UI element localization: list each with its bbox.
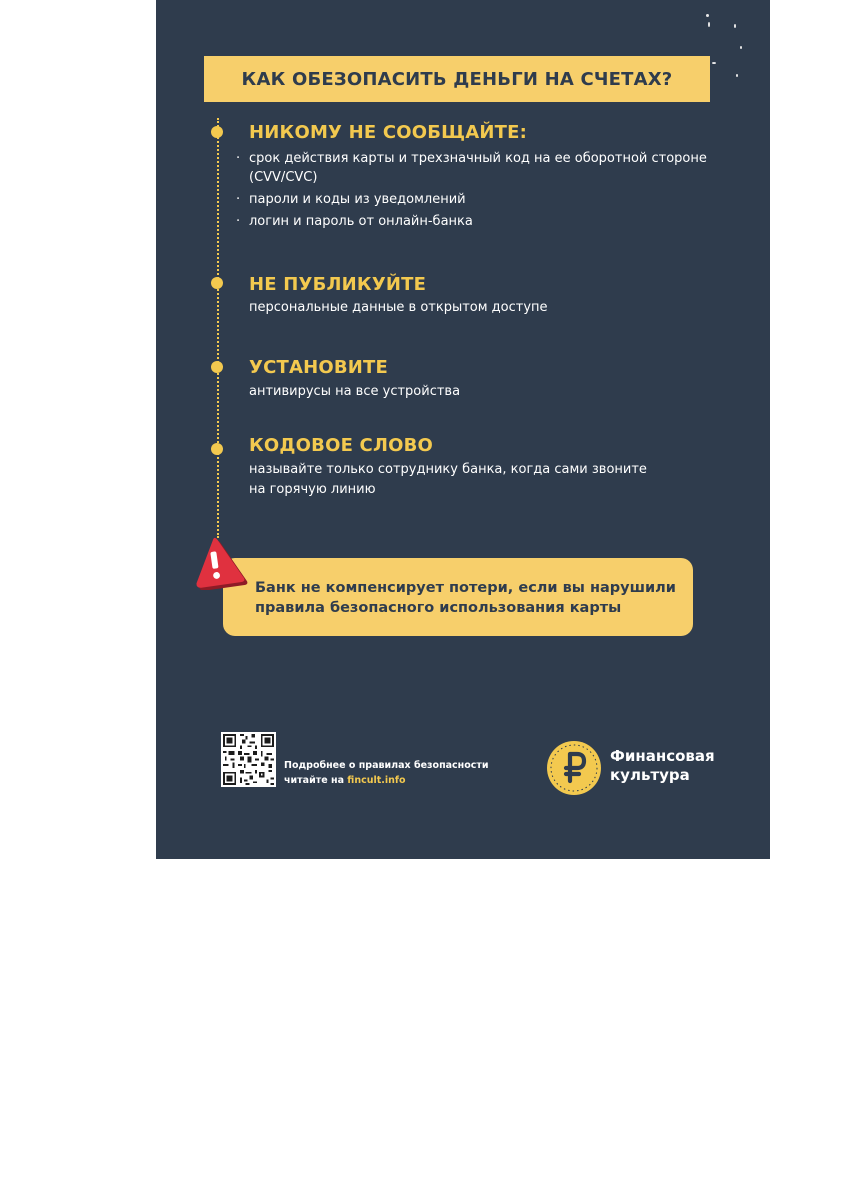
brand-name: [610, 747, 715, 785]
qr-code-icon: [221, 732, 276, 787]
list-item: · логин и пароль от онлайн-банка: [236, 214, 473, 229]
footer-note: [284, 758, 489, 788]
brand-line1: Финансовая: [610, 747, 715, 765]
warning-text: [255, 578, 676, 618]
section-heading-install: УСТАНОВИТЕ: [249, 357, 389, 378]
brand-line2: культура: [610, 766, 690, 784]
list-item: · пароли и коды из уведомлений: [236, 192, 466, 207]
section-text-dont-publish: персональные данные в открытом доступе: [249, 300, 548, 315]
timeline-line: [217, 118, 219, 538]
timeline-dot: [211, 361, 223, 373]
section-text-code-word-line1: называйте только сотруднику банка, когда сами звоните: [249, 462, 647, 477]
flyer: [156, 0, 770, 859]
ruble-coin-icon: [546, 740, 602, 796]
timeline-dot: [211, 277, 223, 289]
title-banner: [204, 56, 710, 102]
fincult-link[interactable]: fincult.info: [347, 775, 406, 786]
footer-line2: [284, 773, 489, 788]
section-heading-dont-publish: НЕ ПУБЛИКУЙТЕ: [249, 274, 427, 295]
timeline-dot: [211, 126, 223, 138]
warning-triangle-icon: [190, 534, 248, 590]
list-item-text: пароли и коды из уведомлений: [249, 192, 466, 207]
dont-share-list: [236, 149, 770, 234]
timeline-dot: [211, 443, 223, 455]
section-text-install: антивирусы на все устройства: [249, 384, 461, 399]
section-heading-dont-share: НИКОМУ НЕ СООБЩАЙТЕ:: [249, 122, 527, 143]
page-title: КАК ОБЕЗОПАСИТЬ ДЕНЬГИ НА СЧЕТАХ?: [241, 68, 673, 90]
list-item-text: логин и пароль от онлайн-банка: [249, 214, 473, 229]
warning-box: [223, 558, 693, 636]
list-item: · срок действия карты и трехзначный код на ее оборотной стороне (CVV/CVC): [236, 151, 707, 185]
footer-line1: Подробнее о правилах безопасности: [284, 760, 489, 771]
warning-line1: Банк не компенсирует потери, если вы нарушили: [255, 580, 676, 596]
section-heading-code-word: КОДОВОЕ СЛОВО: [249, 435, 434, 456]
warning-line2: правила безопасного использования карты: [255, 600, 622, 616]
footer-line2-prefix: читайте на: [284, 775, 348, 786]
list-item-text: срок действия карты и трехзначный код на ее оборотной стороне (CVV/CVC): [249, 151, 707, 185]
section-text-code-word-line2: на горячую линию: [249, 482, 376, 497]
